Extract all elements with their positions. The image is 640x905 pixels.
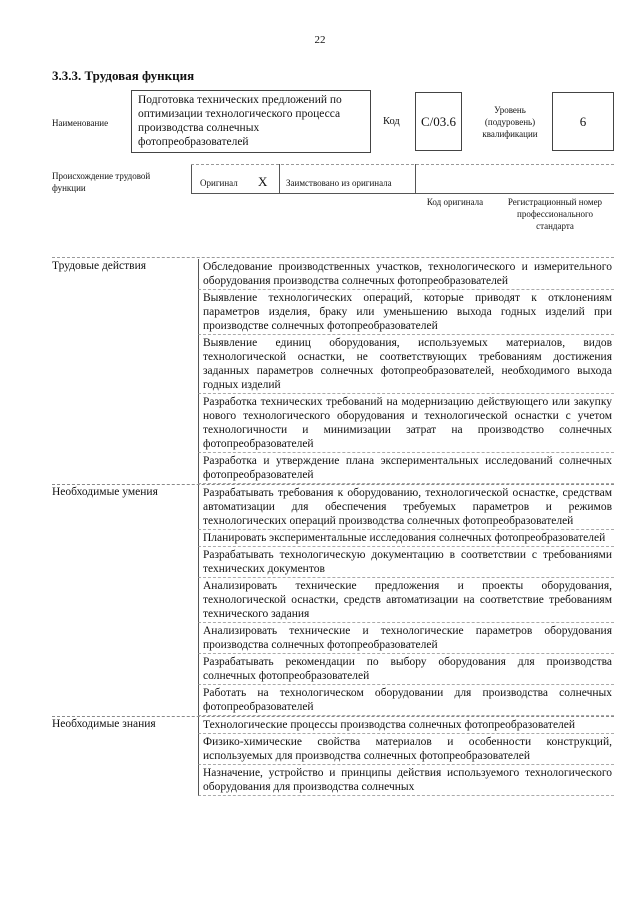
- level-value-box: 6: [552, 92, 614, 151]
- origin-bottom-rule: [191, 193, 614, 194]
- code-value-box: С/03.6: [415, 92, 462, 151]
- section-required-skills: [52, 484, 614, 716]
- list-item: Разработка технических требований на модернизацию действующего или закупку нового технологического оборудования и технологической оснастки с учетом технологичности и минимизации затрат на производство солнечных фотопреобразователей: [198, 394, 614, 453]
- section-required-knowledge: [52, 716, 614, 796]
- list-item: Анализировать технические предложения и проекты оборудования, технологической оснастки, средств автоматизации на соответствие требованиям технического задания: [198, 578, 614, 623]
- section-labor-actions: [52, 259, 614, 484]
- list-item: Назначение, устройство и принципы действия используемого технологического оборудования для производства солнечных: [198, 765, 614, 796]
- list-item: Планировать экспериментальные исследования солнечных фотопреобразователей: [198, 530, 614, 547]
- origin-top-rule: [191, 164, 614, 165]
- original-mark: Х: [258, 174, 268, 189]
- list-item: Технологические процессы производства солнечных фотопреобразователей: [198, 717, 614, 734]
- list-item: Выявление технологических операций, которые приводят к отклонениям параметров изделия, браку или уменьшению выхода годных изделий при производстве солнечных фотопреобразователей: [198, 290, 614, 335]
- page-number: 22: [314, 34, 326, 46]
- list-item: Работать на технологическом оборудовании для производства солнечных фотопреобразователей: [198, 685, 614, 716]
- borrowed-label: Заимствовано из оригинала: [286, 178, 392, 188]
- original-label: Оригинал: [200, 178, 238, 188]
- content-top-rule: [52, 257, 614, 258]
- origin-divider-left: [191, 164, 192, 194]
- code-label: Код: [383, 116, 400, 127]
- list-item: Обследование производственных участков, технологического и измерительного оборудования производства солнечных фотопреобразователей: [198, 259, 614, 290]
- list-item: Разрабатывать технологическую документацию в соответствии с требованиями технических документов: [198, 547, 614, 578]
- origin-divider-mid: [279, 164, 280, 194]
- level-label: Уровень (подуровень) квалификации: [482, 105, 538, 139]
- list-item: Разрабатывать требования к оборудованию, технологической оснастке, средствам автоматизации для обеспечения требуемых параметров и режимов технологических операций производства солнечных фотопреобразователей: [198, 485, 614, 530]
- section-label: Трудовые действия: [52, 260, 147, 272]
- name-label: Наименование: [52, 118, 109, 128]
- list-item: Физико-химические свойства материалов и особенности конструкций, используемых для производства солнечных фотопреобразователей: [198, 734, 614, 765]
- function-name-box: Подготовка технических предложений по оптимизации технологического процесса производства солнечных фотопреобразователей: [131, 90, 371, 153]
- reg-number-label: Регистрационный номер профессионального стандарта: [507, 197, 603, 231]
- list-item: Разрабатывать рекомендации по выбору оборудования для производства солнечных фотопреобразователей: [198, 654, 614, 685]
- origin-divider-code: [415, 164, 416, 194]
- section-label: Необходимые знания: [52, 718, 156, 730]
- code-original-label: Код оригинала: [426, 197, 484, 207]
- origin-label: Происхождение трудовой функции: [52, 171, 151, 193]
- list-item: Выявление единиц оборудования, используемых материалов, видов технологической оснастки, не соответствующих требованиям достижения заданных параметров солнечных фотопреобразователей, необходимого выхода годных изделий: [198, 335, 614, 394]
- section-title: 3.3.3. Трудовая функция: [52, 68, 195, 83]
- function-table: [52, 259, 614, 796]
- list-item: Разработка и утверждение плана экспериментальных исследований солнечных фотопреобразователей: [198, 453, 614, 484]
- list-item: Анализировать технические и технологические параметров оборудования производства солнечных фотопреобразователей: [198, 623, 614, 654]
- section-label: Необходимые умения: [52, 486, 158, 498]
